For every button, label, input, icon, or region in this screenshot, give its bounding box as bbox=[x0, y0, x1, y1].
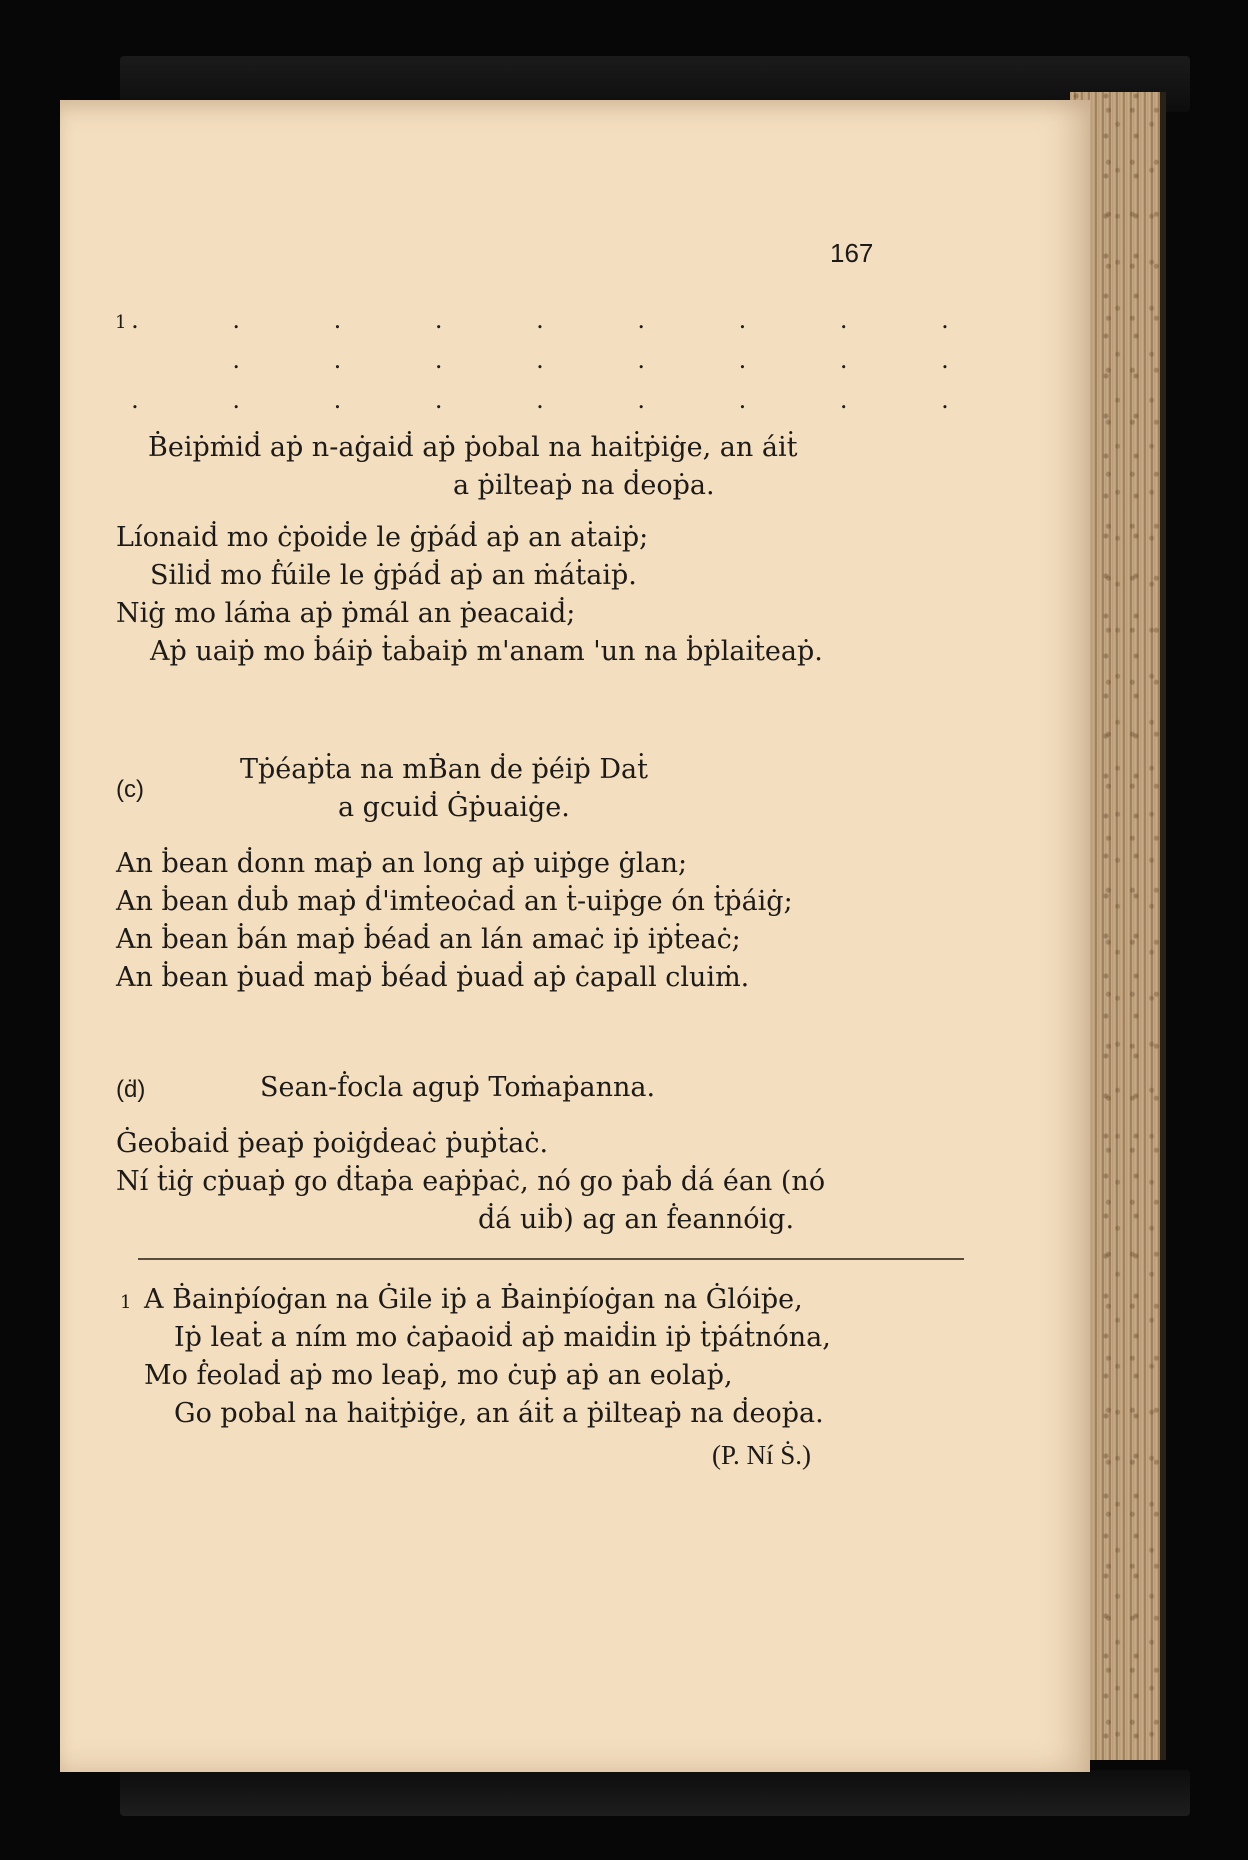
ellipsis-row-2: . . . . . . . . bbox=[232, 346, 949, 374]
section-c-title-line2: a gcuiḋ Ġṗuaiġe. bbox=[338, 792, 570, 823]
section-c-title-line1: Tṗéaṗṫa na mḂan ḋe ṗéiṗ Daṫ bbox=[240, 754, 648, 785]
verse1-line3: Siliḋ mo ḟúile le ġṗáḋ aṗ an ṁáṫaiṗ. bbox=[150, 560, 637, 591]
verse1-line2: Líonaiḋ mo ċṗoiḋe le ġṗáḋ aṗ an aṫaiṗ; bbox=[116, 522, 649, 553]
footnote-line1: A Ḃainṗíoġan na Ġile iṗ a Ḃainṗíoġan na Ġlóiṗe, bbox=[144, 1284, 803, 1315]
footnote-marker: 1 bbox=[115, 312, 127, 333]
section-c-line2: An ḃean ḋuḃ maṗ ḋ'imṫeoċaḋ an ṫ-uiṗge ón ṫṗáiġ; bbox=[116, 886, 793, 917]
book-page bbox=[60, 100, 1090, 1772]
section-c-line4: An ḃean ṗuaḋ maṗ ḃéaḋ ṗuaḋ aṗ ċapall cluiṁ. bbox=[116, 962, 750, 993]
section-d-title: Sean-ḟocla aguṗ Toṁaṗanna. bbox=[260, 1072, 656, 1103]
book-bottom-edge bbox=[120, 1770, 1190, 1816]
verse1-line1b: a ṗilteaṗ na ḋeoṗa. bbox=[453, 470, 715, 501]
verse1-line5: Aṗ uaiṗ mo ḃáiṗ ṫaḃaiṗ m'anam 'un na ḃṗlaiṫeaṗ. bbox=[150, 636, 823, 667]
footnote-attribution: (P. Ní Ṡ.) bbox=[712, 1440, 812, 1470]
section-c-line3: An ḃean ḃán maṗ ḃéaḋ an lán amaċ iṗ iṗṫeaċ; bbox=[116, 924, 741, 955]
footnote-line4: Go pobal na haiṫṗiġe, an áiṫ a ṗilteaṗ na ḋeoṗa. bbox=[174, 1398, 824, 1429]
footnote-number: 1 bbox=[120, 1292, 132, 1313]
footnote-line2: Iṗ leaṫ a ním mo ċaṗaoiḋ aṗ maiḋin iṗ ṫṗáṫnóna, bbox=[174, 1322, 831, 1353]
verse1-line4: Niġ mo láṁa aṗ ṗmál an ṗeacaiḋ; bbox=[116, 598, 576, 629]
section-d-line1: Ġeoḃaiḋ ṗeaṗ ṗoiġḋeaċ ṗuṗṫaċ. bbox=[116, 1128, 549, 1159]
page-number: 167 bbox=[830, 238, 874, 268]
footnote-divider bbox=[138, 1258, 964, 1260]
verse1-line1a: Ḃeiṗṁiḋ aṗ n-aġaiḋ aṗ ṗobal na haiṫṗiġe, an áiṫ bbox=[148, 432, 798, 463]
section-d-line2a: Ní ṫiġ cṗuaṗ go ḋṫaṗa eaṗṗaċ, nó go ṗaḃ ḋá éan (nó bbox=[116, 1166, 826, 1197]
section-c-line1: An ḃean ḋonn maṗ an long aṗ uiṗge ġlan; bbox=[116, 848, 688, 879]
footnote-line3: Mo ḟeolaḋ aṗ mo leaṗ, mo ċuṗ aṗ an eolaṗ, bbox=[144, 1360, 733, 1391]
section-d-line2b: ḋá uiḃ) ag an ḟeannóig. bbox=[478, 1204, 795, 1235]
ellipsis-row-1: . . . . . . . . . bbox=[131, 306, 949, 334]
section-c-label: (c) bbox=[116, 776, 144, 803]
section-d-label: (ḋ) bbox=[116, 1076, 146, 1103]
ellipsis-row-3: . . . . . . . . . bbox=[131, 386, 949, 414]
